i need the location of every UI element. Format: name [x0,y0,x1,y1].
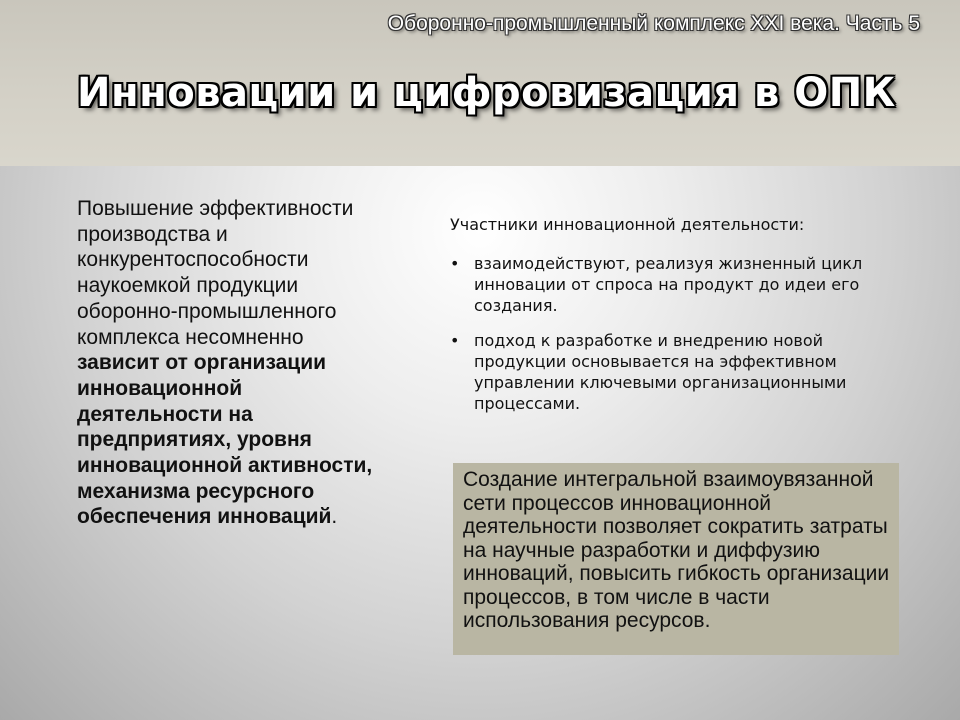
course-title: Оборонно-промышленный комплекс XXI века. Часть 5 [387,12,920,35]
left-text-end: . [331,505,338,529]
highlight-box [453,463,899,655]
participants-heading: Участники инновационной деятельности: [450,215,805,234]
participants-list [450,253,900,414]
left-text-bold: зависит от организации инновационной деятельности на предприятиях, уровня инновационной активности, механизма ресурсного обеспечения инноваций [77,351,373,529]
slide-header [0,0,960,166]
bullet-icon: • [450,331,460,350]
list-item-text: подход к разработке и внедрению новой продукции основывается на эффективном управлении ключевыми организационными процессами. [474,331,847,413]
left-text-regular: Повышение эффективности производства и конкурентоспособности наукоемкой продукции оборонно-промышленного комплекса несомненно [77,197,354,349]
highlight-box-text: Создание интегральной взаимоувязанной сети процессов инновационной деятельности позволяет сократить затраты на научные разработки и диффузию инноваций, повысить гибкость организации процессов, в том числе в части использования ресурсов. [463,468,890,632]
slide-title: Инновации и цифровизация в ОПК [77,70,896,116]
bullet-icon: • [450,254,460,273]
list-item [450,253,900,316]
list-item-text: взаимодействуют, реализуя жизненный цикл инновации от спроса на продукт до идеи его создания. [474,254,863,315]
left-text-block [77,196,387,530]
list-item [450,330,900,414]
right-text-block [450,214,900,428]
